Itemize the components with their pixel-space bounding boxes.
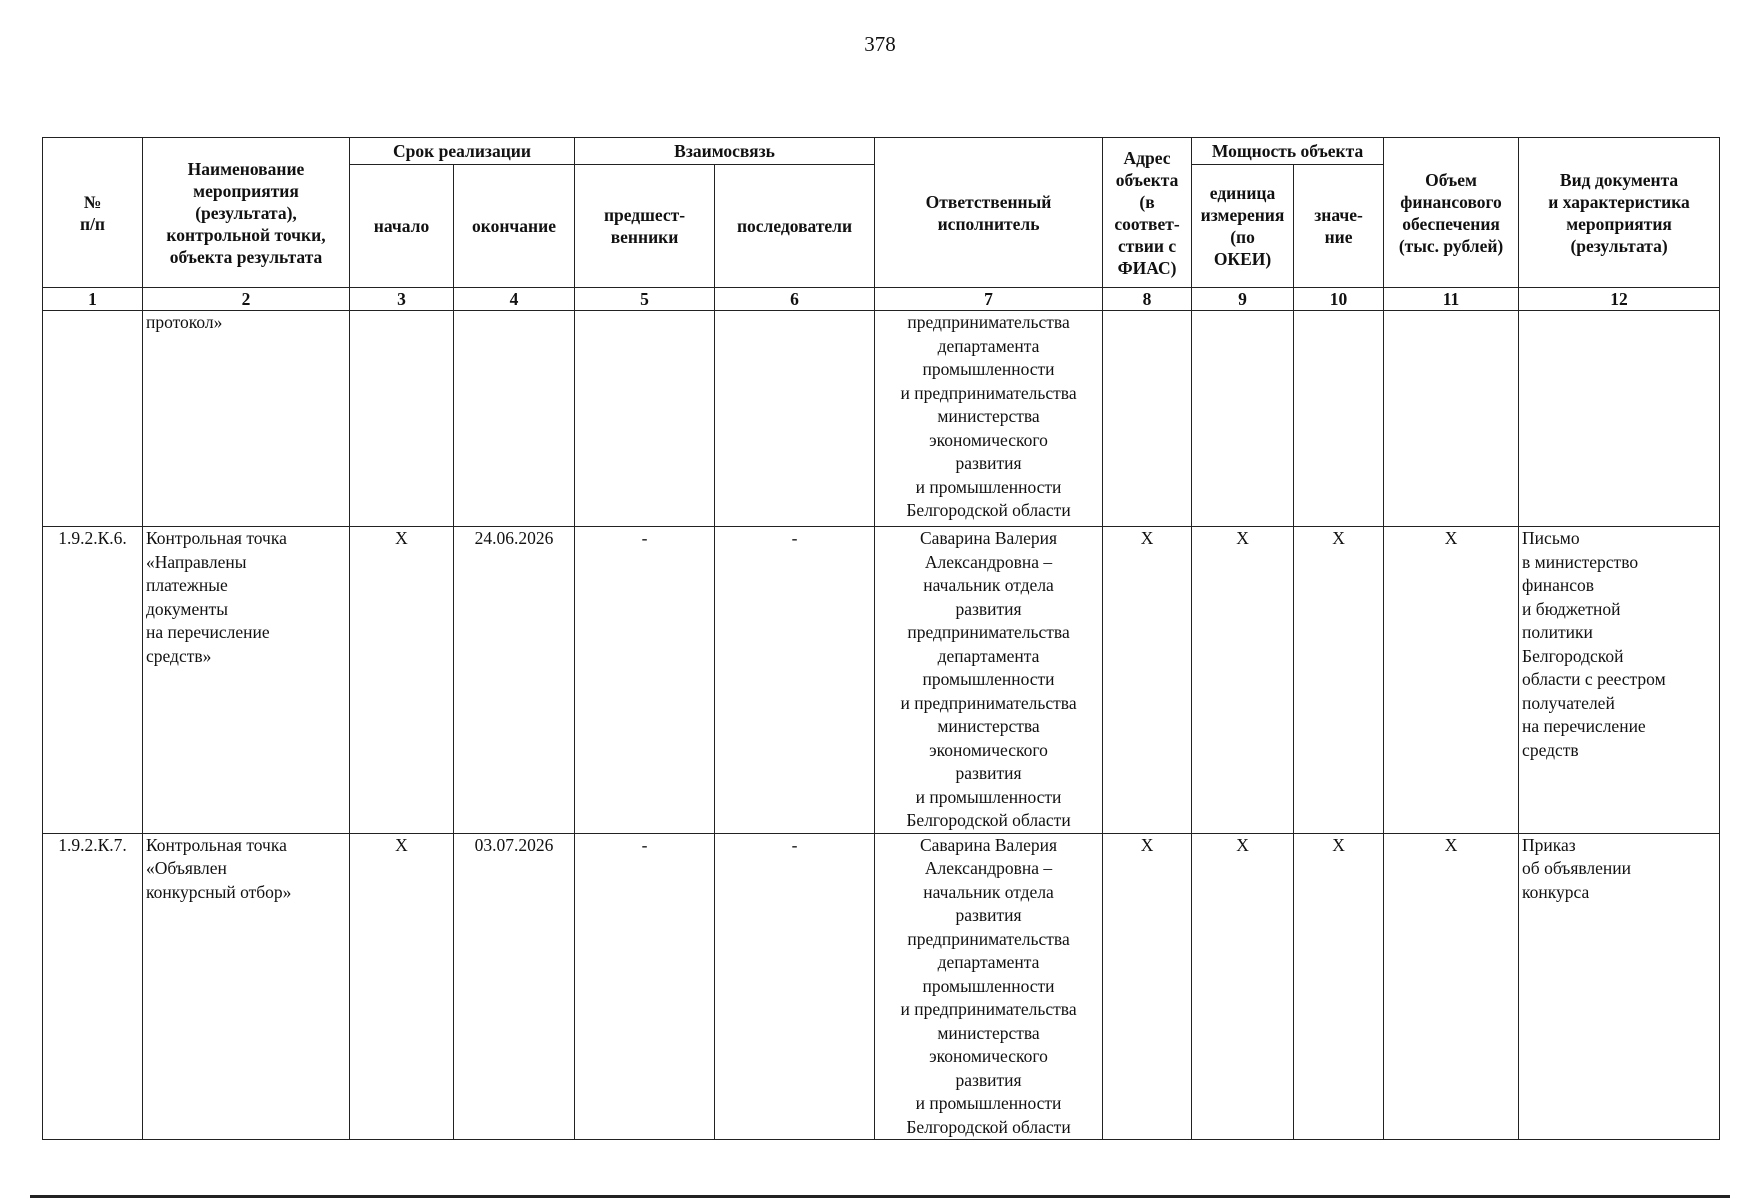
table-header [43, 138, 1720, 311]
cell-end: 03.07.2026 [454, 833, 575, 1140]
cell-address [1103, 311, 1192, 527]
cell-unit [1192, 311, 1294, 527]
column-number: 6 [715, 288, 875, 311]
cell-predecessors: - [575, 527, 715, 834]
cell-end [454, 311, 575, 527]
table-row [43, 311, 1720, 527]
cell-value [1294, 311, 1384, 527]
header-group-link: Взаимосвязь [575, 138, 875, 165]
cell-executor: Саварина Валерия Александровна – начальник отдела развития предпринимательства департамента промышленности и предпринимательства министерства экономического развития и промышленности Белгородской области [875, 527, 1103, 834]
header-executor: Ответственный исполнитель [875, 138, 1103, 288]
cell-doc [1519, 311, 1720, 527]
table-row [43, 833, 1720, 1140]
column-number: 7 [875, 288, 1103, 311]
header-group-capacity: Мощность объекта [1192, 138, 1384, 165]
cell-start [350, 311, 454, 527]
cell-start: X [350, 527, 454, 834]
cell-start: X [350, 833, 454, 1140]
column-number: 11 [1384, 288, 1519, 311]
cell-predecessors [575, 311, 715, 527]
cell-address: X [1103, 527, 1192, 834]
cell-name: Контрольная точка «Объявлен конкурсный отбор» [143, 833, 350, 1140]
table-row [43, 527, 1720, 834]
cell-unit: X [1192, 833, 1294, 1140]
cell-finance: X [1384, 527, 1519, 834]
cell-predecessors: - [575, 833, 715, 1140]
header-start: начало [350, 165, 454, 288]
column-number: 5 [575, 288, 715, 311]
header-unit: единица измерения (по ОКЕИ) [1192, 165, 1294, 288]
column-number: 1 [43, 288, 143, 311]
cell-name: протокол» [143, 311, 350, 527]
plan-table [42, 137, 1720, 1140]
header-finance: Объем финансового обеспечения (тыс. рублей) [1384, 138, 1519, 288]
cell-executor: предпринимательства департамента промышленности и предпринимательства министерства экономического развития и промышленности Белгородской области [875, 311, 1103, 527]
column-number: 9 [1192, 288, 1294, 311]
cell-value: X [1294, 527, 1384, 834]
cell-finance [1384, 311, 1519, 527]
column-number-row [43, 288, 1720, 311]
cell-finance: X [1384, 833, 1519, 1140]
header-value: значе- ние [1294, 165, 1384, 288]
column-number: 12 [1519, 288, 1720, 311]
cell-value: X [1294, 833, 1384, 1140]
cell-end: 24.06.2026 [454, 527, 575, 834]
bottom-rule [30, 1195, 1730, 1198]
cell-number [43, 311, 143, 527]
cell-number: 1.9.2.К.7. [43, 833, 143, 1140]
column-number: 10 [1294, 288, 1384, 311]
header-address: Адрес объекта (в соответ- ствии с ФИАС) [1103, 138, 1192, 288]
header-doc: Вид документа и характеристика мероприятия (результата) [1519, 138, 1720, 288]
cell-unit: X [1192, 527, 1294, 834]
column-number: 3 [350, 288, 454, 311]
cell-name: Контрольная точка «Направлены платежные документы на перечисление средств» [143, 527, 350, 834]
cell-successors: - [715, 833, 875, 1140]
header-predecessors: предшест- венники [575, 165, 715, 288]
page-number: 378 [864, 32, 896, 56]
column-number: 4 [454, 288, 575, 311]
cell-successors: - [715, 527, 875, 834]
column-number: 2 [143, 288, 350, 311]
cell-doc: Письмо в министерство финансов и бюджетной политики Белгородской области с реестром получателей на перечисление средств [1519, 527, 1720, 834]
header-group-term: Срок реализации [350, 138, 575, 165]
header-number: № п/п [43, 138, 143, 288]
cell-successors [715, 311, 875, 527]
header-end: окончание [454, 165, 575, 288]
cell-executor: Саварина Валерия Александровна – начальник отдела развития предпринимательства департамента промышленности и предпринимательства министерства экономического развития и промышленности Белгородской области [875, 833, 1103, 1140]
column-number: 8 [1103, 288, 1192, 311]
cell-address: X [1103, 833, 1192, 1140]
header-successors: последователи [715, 165, 875, 288]
cell-doc: Приказ об объявлении конкурса [1519, 833, 1720, 1140]
header-name: Наименование мероприятия (результата), контрольной точки, объекта результата [143, 138, 350, 288]
cell-number: 1.9.2.К.6. [43, 527, 143, 834]
